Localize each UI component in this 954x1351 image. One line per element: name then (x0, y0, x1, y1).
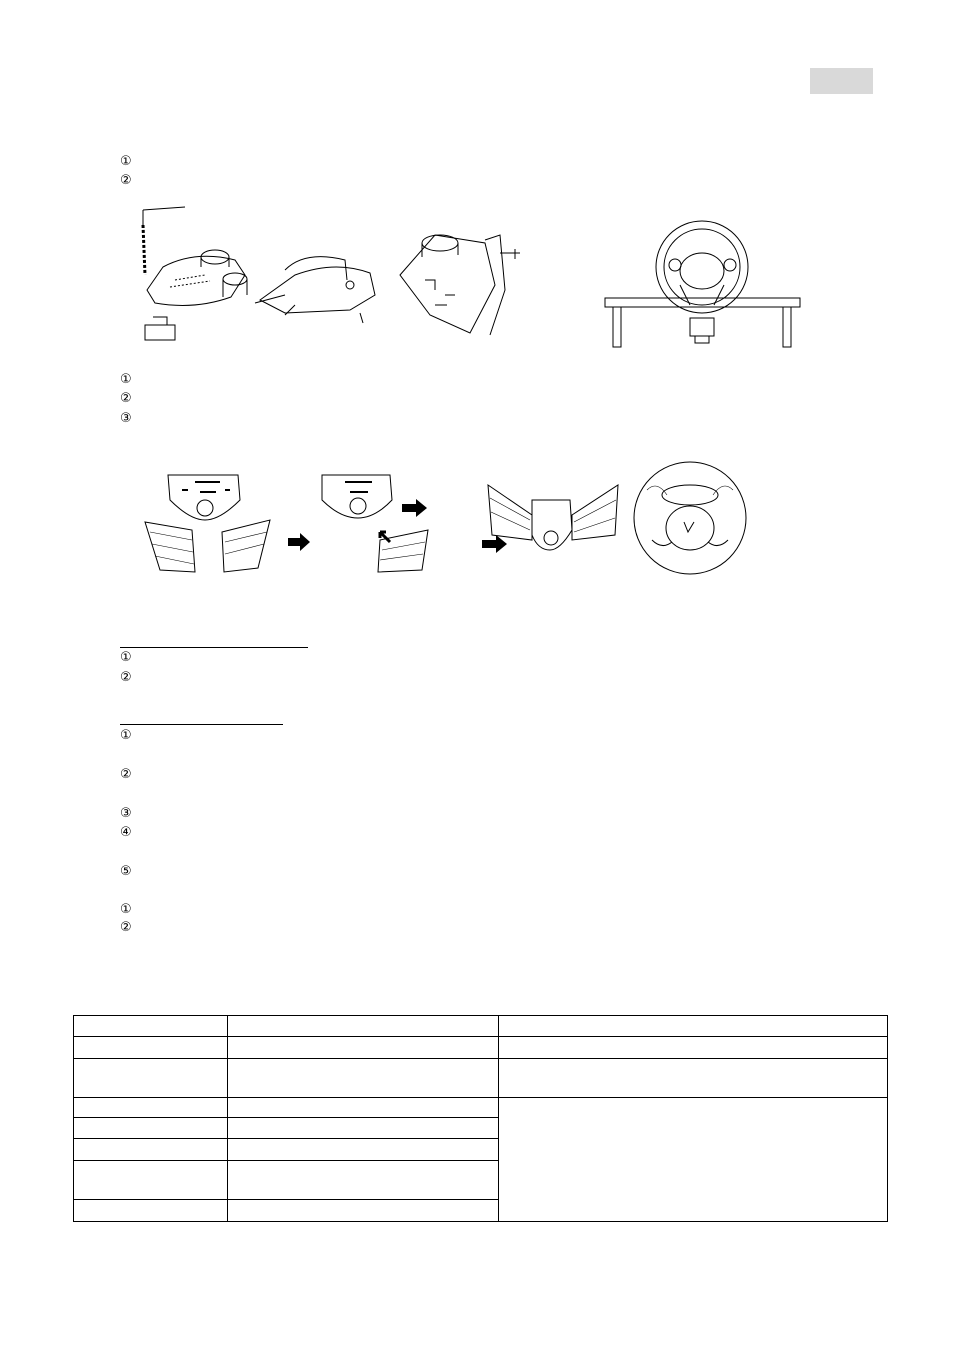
table-cell (74, 1037, 228, 1059)
table-row (74, 1016, 888, 1037)
table-cell (228, 1037, 499, 1059)
table-cell (499, 1059, 888, 1098)
table-cell (74, 1138, 228, 1160)
table-merged-cell (499, 1098, 888, 1222)
step-marker-2c: ② (120, 670, 132, 685)
table-cell (228, 1118, 499, 1138)
table-row (74, 1098, 888, 1118)
step-marker-3b: ③ (120, 411, 132, 426)
table-cell (228, 1016, 499, 1037)
step-marker-3d: ③ (120, 806, 132, 821)
section-heading-underline-1 (120, 647, 308, 648)
table-cell (499, 1016, 888, 1037)
wheel-on-table-figure (605, 215, 800, 347)
table-cell (499, 1037, 888, 1059)
table-cell (228, 1059, 499, 1098)
table-cell (228, 1160, 499, 1199)
step-marker-1e: ① (120, 902, 132, 917)
step-marker-1c: ① (120, 650, 132, 665)
page-number-tab (810, 68, 873, 94)
table-cell (228, 1199, 499, 1221)
step-marker-2e: ② (120, 920, 132, 935)
step-marker-1d: ① (120, 728, 132, 743)
table-cell (74, 1118, 228, 1138)
table-cell (74, 1160, 228, 1199)
step-marker-1b: ① (120, 372, 132, 387)
table-cell (74, 1098, 228, 1118)
section-heading-underline-2 (120, 724, 283, 725)
step-marker-2d: ② (120, 767, 132, 782)
wheel-detail-circle-figure (632, 460, 748, 576)
step-marker-4d: ④ (120, 825, 132, 840)
table-row (74, 1037, 888, 1059)
step-marker-1: ① (120, 154, 132, 169)
leg-pad-assembly-figure (140, 460, 635, 580)
table-cell (74, 1059, 228, 1098)
specification-table (73, 1015, 888, 1222)
clamp-assembly-figure (135, 205, 530, 345)
step-marker-5d: ⑤ (120, 864, 132, 879)
table-cell (74, 1016, 228, 1037)
step-marker-2: ② (120, 173, 132, 188)
table-cell (228, 1098, 499, 1118)
step-marker-2b: ② (120, 391, 132, 406)
table-row (74, 1059, 888, 1098)
table-cell (228, 1138, 499, 1160)
table-cell (74, 1199, 228, 1221)
